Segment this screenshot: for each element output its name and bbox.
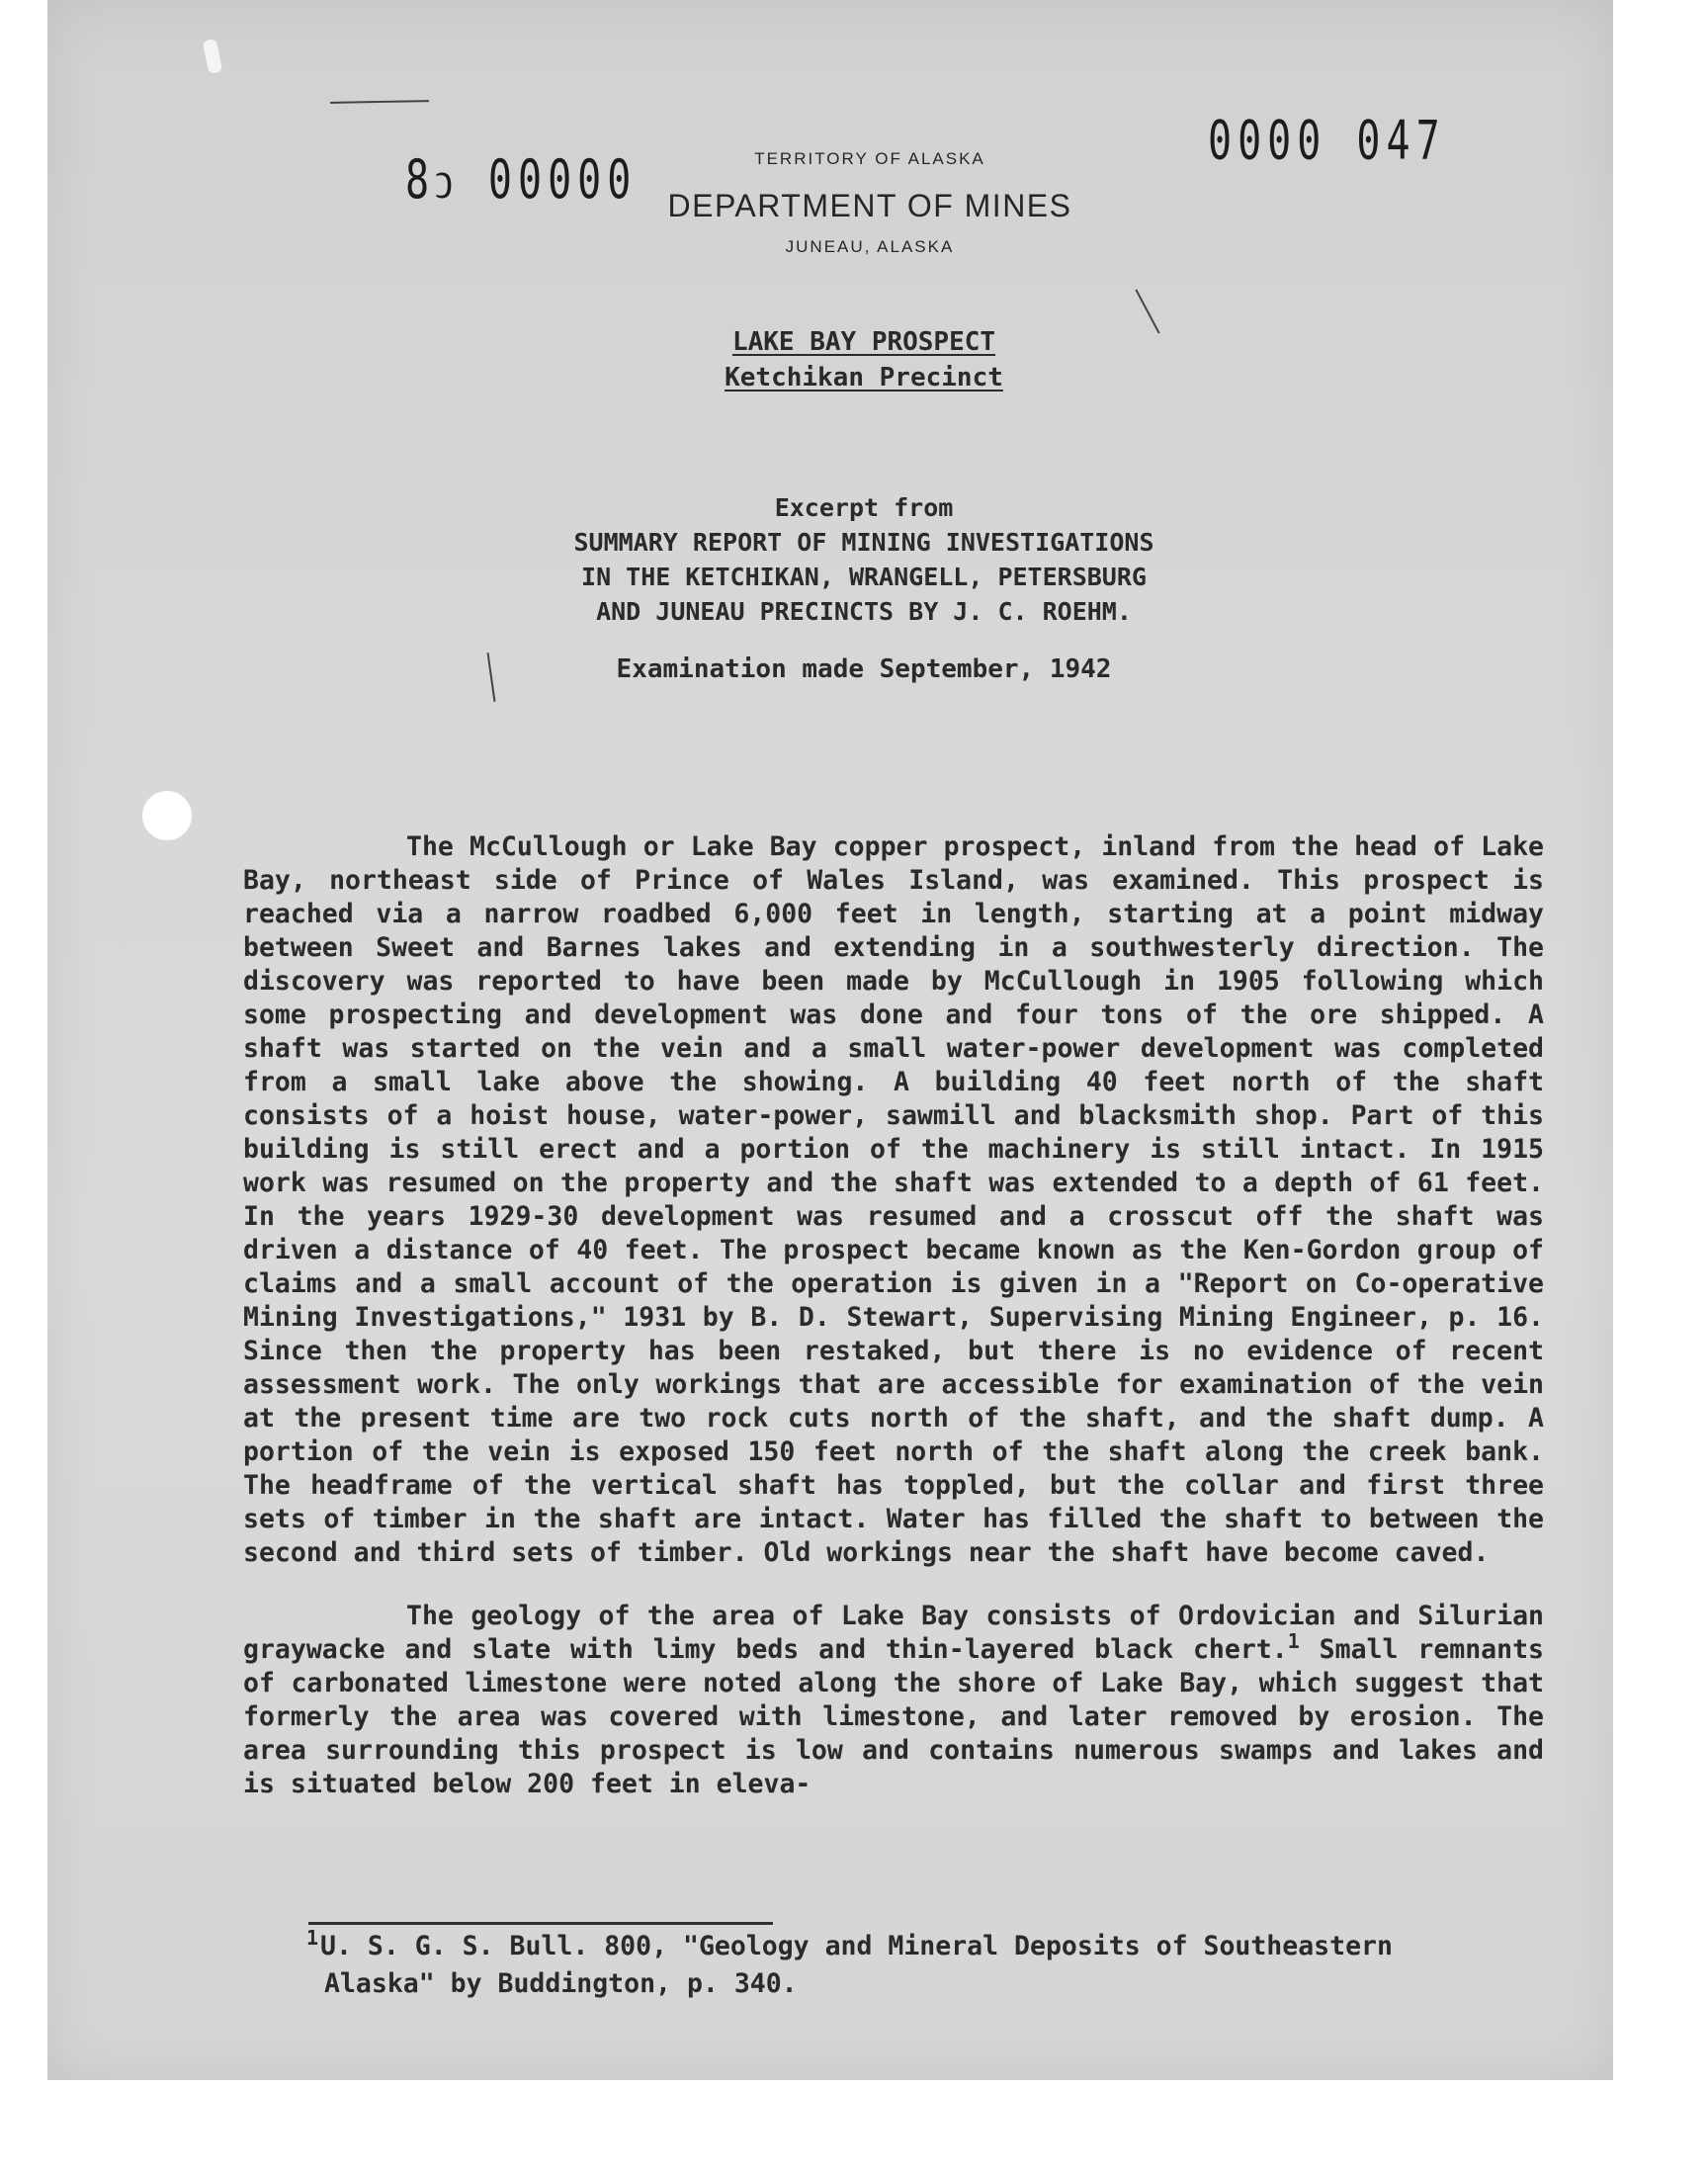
- footnote-divider: [308, 1922, 773, 1925]
- document-page: [47, 0, 1613, 2080]
- stamp-number-left: 8ↄ 00000: [405, 149, 638, 212]
- excerpt-line-1: Excerpt from: [774, 493, 954, 522]
- excerpt-line-3: IN THE KETCHIKAN, WRANGELL, PETERSBURG: [581, 563, 1147, 591]
- stamp-number-right: 0000 047: [1208, 111, 1446, 173]
- excerpt-heading: [47, 490, 1613, 629]
- paragraph-2: [243, 1600, 1544, 1801]
- letterhead-territory: TERRITORY OF ALASKA: [754, 149, 985, 168]
- letterhead-department: DEPARTMENT OF MINES: [667, 188, 1072, 223]
- title-line-1: LAKE BAY PROSPECT: [731, 327, 996, 357]
- body-text: [243, 830, 1544, 1831]
- footnote: [306, 1928, 1493, 2003]
- punch-hole: [142, 791, 192, 840]
- footnote-line-1: U. S. G. S. Bull. 800, "Geology and Mineral Deposits of Southeastern: [320, 1931, 1393, 1961]
- paragraph-2-text-a: The geology of the area of Lake Bay consists of Ordovician and Silurian graywacke and slate with limy beds and thin-layered black chert.: [243, 1601, 1544, 1665]
- document-title: [47, 324, 1613, 395]
- paragraph-1: The McCullough or Lake Bay copper prospect, inland from the head of Lake Bay, northeast side of Prince of Wales Island, was examined. This prospect is reached via a narrow roadbed 6,000 feet in length, starting at a point midway between Sweet and Barnes lakes and extending in a southwesterly direction. The discovery was reported to have been made by McCullough in 1905 following which some prospecting and development was done and four tons of the ore shipped. A shaft was started on the vein and a small water-power development was completed from a small lake above the showing. A building 40 feet north of the shaft consists of a hoist house, water-power, sawmill and blacksmith shop. Part of this building is still erect and a portion of the machinery is still intact. In 1915 work was resumed on the property and the shaft was extended to a depth of 61 feet. In the years 1929-30 development was resumed and a crosscut off the shaft was driven a distance of 40 feet. The prospect became known as the Ken-Gordon group of claims and a small account of the operation is given in a "Report on Co-operative Mining Investigations," 1931 by B. D. Stewart, Supervising Mining Engineer, p. 16. Since then the property has been restaked, but there is no evidence of recent assessment work. The only workings that are accessible for examination of the vein at the present time are two rock cuts north of the shaft, and the shaft dump. A portion of the vein is exposed 150 feet north of the shaft along the creek bank. The headframe of the vertical shaft has toppled, but the collar and first three sets of timber in the shaft are intact. Water has filled the shaft to between the second and third sets of timber. Old workings near the shaft have become caved.: [243, 831, 1544, 1568]
- letterhead-city: JUNEAU, ALASKA: [785, 237, 955, 256]
- examination-date: Examination made September, 1942: [616, 654, 1112, 684]
- pencil-mark: [330, 100, 429, 104]
- footnote-number: 1: [306, 1926, 319, 1951]
- title-line-2: Ketchikan Precinct: [725, 363, 1003, 392]
- footnote-reference: 1: [1287, 1629, 1300, 1654]
- paragraph-2-text-b: Small remnants of carbonated limestone were noted along the shore of Lake Bay, which suggest that formerly the area was covered with limestone, and later removed by erosion. The area surrounding this prospect is low and contains numerous swamps and lakes and is situated below 200 feet in eleva-: [243, 1634, 1544, 1799]
- footnote-line-2: Alaska" by Buddington, p. 340.: [324, 1968, 798, 1999]
- staple-mark: [203, 39, 223, 74]
- excerpt-line-4: AND JUNEAU PRECINCTS BY J. C. ROEHM.: [596, 597, 1132, 626]
- excerpt-line-2: SUMMARY REPORT OF MINING INVESTIGATIONS: [573, 528, 1154, 557]
